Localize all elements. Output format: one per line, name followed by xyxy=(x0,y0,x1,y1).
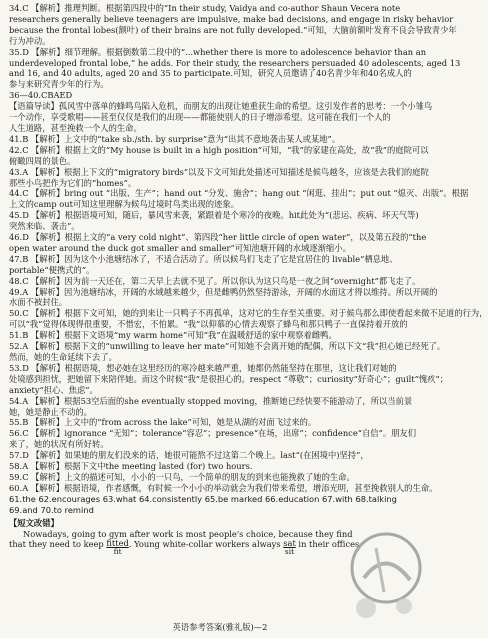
answer-line: 来了，她的状况有所好转。 xyxy=(9,439,109,450)
answer-line: 然而，她的生命延续下去了。 xyxy=(9,352,117,362)
answer-line: 44.C 【解析】bring out “出版、生产”；hand out “分发、施舍”；hang out “闲逛、挂出”；put out “熄灭、出版”。根据 xyxy=(9,188,469,199)
answer-line: 61.the 62.encourages 63.what 64.consistently 65.be marked 66.education 67.with 68.talking xyxy=(9,493,397,504)
section-title-error-correction: 【短文改错】 xyxy=(9,517,59,528)
wrong-word-sat: sat xyxy=(283,538,296,549)
answer-line: 55.B 【解析】上文中的“from across the lake”可知，她是从湖的对面飞过来的。 xyxy=(9,417,317,428)
answer-line: 35.D 【解析】细节理解。根据倒数第二段中的“...whether there is more to adolescence behavior than an xyxy=(9,46,427,57)
answer-line: 可以“我”觉得体现得很重要，不惜宏，不怕累。“我”以仰慕的心情去观察了蜂鸟和那只鸭子一直保持着开放的 xyxy=(9,319,408,330)
answer-line: 60.A 【解析】根据语境，作者感慨，有时候一个小小的举动就会为我们带来希望，增添光明，甚至挽救别人的生命。 xyxy=(9,482,438,493)
corner-watermark-logo xyxy=(326,488,436,638)
answer-line: 那些小鸟把作为它们的“homes”。 xyxy=(9,177,137,188)
section-heading-line: 36—40.CBAED xyxy=(9,90,73,101)
answer-line: 行为冲动。 xyxy=(9,35,51,46)
answer-line: open water around the duck got smaller and smaller”可知池塘开阔的水域逐渐缩小。 xyxy=(9,242,351,253)
answer-line: 一个动作，享受歌唱——甚至仅仅是我们的出现——都能使别人的日子增添希望。这可能在我们一个人的 xyxy=(9,112,391,123)
answer-line: 59.C 【解析】上文的描述可知，小小的一只鸟，一个简单的朋友的到来也能挽救了她的生命。 xyxy=(9,471,355,482)
answer-line: 上文的camp out可知这里理解为候鸟过境时鸟类出现的迹象。 xyxy=(9,199,239,210)
correction-text-a: that they need to keep xyxy=(9,539,107,550)
answer-line: 46.D 【解析】根据上文的“a very cold night”、第四段“her little circle of open water”，以及第五段的“the xyxy=(9,232,427,243)
answer-line: researchers generally believe teenagers are impulsive, make bad decisions, and engage in risky behavior xyxy=(9,13,454,24)
fix-word-fit: fit xyxy=(113,547,122,557)
answer-line: 48.C 【解析】因为前一天还在，第二天早上去就不见了。所以你认为这只鸟是一夜之间“overnight”都飞走了。 xyxy=(9,275,421,286)
answer-text-body xyxy=(9,3,488,516)
answer-line: 56.C 【解析】ignorance “无知”；tolerance“容忍”；presence“在场，出席”；confidence“自信”。朋友们 xyxy=(9,428,417,439)
answer-line: anxiety“担心、焦虑”。 xyxy=(9,384,98,395)
answer-line: 俯瞰四周的景色。 xyxy=(9,155,76,166)
section-heading-line: 【语篇导读】孤风雪中落单的蜂鸣鸟陷入危机，而朋友的出现让她重获生命的希望。这引发作者的思考：一个小雏鸟 xyxy=(9,101,433,112)
answer-line: 参与来研究青少年的行为。 xyxy=(9,79,109,90)
answer-line: 58.A 【解析】根据下文中the meeting lasted (for) two hours. xyxy=(9,461,253,472)
correction-text-b: . Young white-collar workers always xyxy=(128,539,284,550)
answer-line: 43.A 【解析】根据上下文的“migratory birds”以及下文可知此处描述可知描述是候鸟越冬，应该是去我们的庭院 xyxy=(9,166,429,177)
answer-line: 45.D 【解析】根据语境可知，随后，暴风雪来袭，紧跟着是个寒冷的夜晚。hit此处为“(悲运、疾病、坏天气等) xyxy=(9,210,419,221)
answer-line: 54.A 【解析】根据53空后面的she eventually stopped moving，推断她已经快要不能游动了，所以当前景 xyxy=(9,395,413,406)
answer-line: 人生道路，甚至挽救一个人的生命。 xyxy=(9,122,142,133)
answer-line: 处境感到担忧，把她留下来陪伴她。而这个时候“我”是很担心的。respect “尊敬”；curiosity“好奇心”；guilt“愧疚”； xyxy=(9,373,449,384)
answer-line: 57.D 【解析】如果她的朋友们没来的话，她很可能熬不过这第二个晚上。last“(在困境中)坚持”， xyxy=(9,450,369,461)
correction-line-1: Nowadays, going to gym after work is most people's choice, because they find xyxy=(23,528,353,539)
answer-line: 49.A 【解析】因为池塘结冰，开阔的水域越来越少，但是雌鸭仍然坚持游泳，开阔的水面这才得以维持。所以开阔的 xyxy=(9,286,438,297)
answer-line: 51.B 【解析】根据下文语境“my warm home”可知“我”在温暖舒适的家中观察着雌鸭。 xyxy=(9,330,337,341)
answer-line: underdeveloped frontal lobe,” he adds. For their study, the researchers persuaded 40 adolescents, aged 13 xyxy=(9,57,461,68)
answer-line: portable“便携式的”。 xyxy=(9,264,95,275)
wrong-word-fitted: fitted xyxy=(106,538,129,549)
answer-line: 34.C 【解析】推理判断。根据第四段中的“In their study, Vaidya and co-author Shaun Vecera note xyxy=(9,3,401,13)
answer-line: 42.C 【解析】根据上文的“My house is built in a high position”可知，“我”的家建在高处，故“我”的庭院可以 xyxy=(9,144,429,155)
answer-line: 50.C 【解析】根据下文可知，她的到来让一只鸭子不再孤单，这对它的生存至关重要。对于候鸟那么即使看起来微不足道的行为， xyxy=(9,308,488,319)
correction-item-sat xyxy=(283,539,296,556)
answer-line: 突然来临、袭击”。 xyxy=(9,221,80,232)
answer-line: 69.and 70.to remind xyxy=(9,504,94,515)
answer-line: 52.A 【解析】根据下文的“unwilling to leave her mate”可知她不会离开她的配偶，所以下文“我”担心她已经死了。 xyxy=(9,341,446,352)
answer-line: 水面不被封住。 xyxy=(9,297,68,308)
answer-line: because the frontal lobes(额叶) of their brains are not fully developed.”可知，大脑前额叶发育不良会导致青少年 xyxy=(9,24,457,35)
fix-word-sit: sit xyxy=(284,547,295,557)
correction-item-fitted xyxy=(106,539,128,556)
answer-line: 41.B 【解析】上文中的“take sb./sth. by surprise”意为“出其不意地袭击某人或某地”。 xyxy=(9,133,341,144)
page-footer: 英语参考答案(雅礼版)—2 xyxy=(172,622,268,633)
answer-line: 47.B 【解析】因为这个小池塘结冰了，不适合活动了。所以候鸟们飞走了它是宜居住的 livable“栖息地、 xyxy=(9,253,398,264)
correction-text-c: in their offices xyxy=(295,539,360,550)
answer-line: and 16, and 40 adults, aged 20 and 35 to participate.可知，研究人员邀请了40名青少年和40名成人的 xyxy=(9,68,412,79)
answer-line: 53.D 【解析】根据语境，想必她在这里经历的寒冷越来越严重，她都仍然能坚持在那里，这让我们对她的 xyxy=(9,362,397,373)
answer-line: 她，她是静止不动的。 xyxy=(9,406,92,417)
